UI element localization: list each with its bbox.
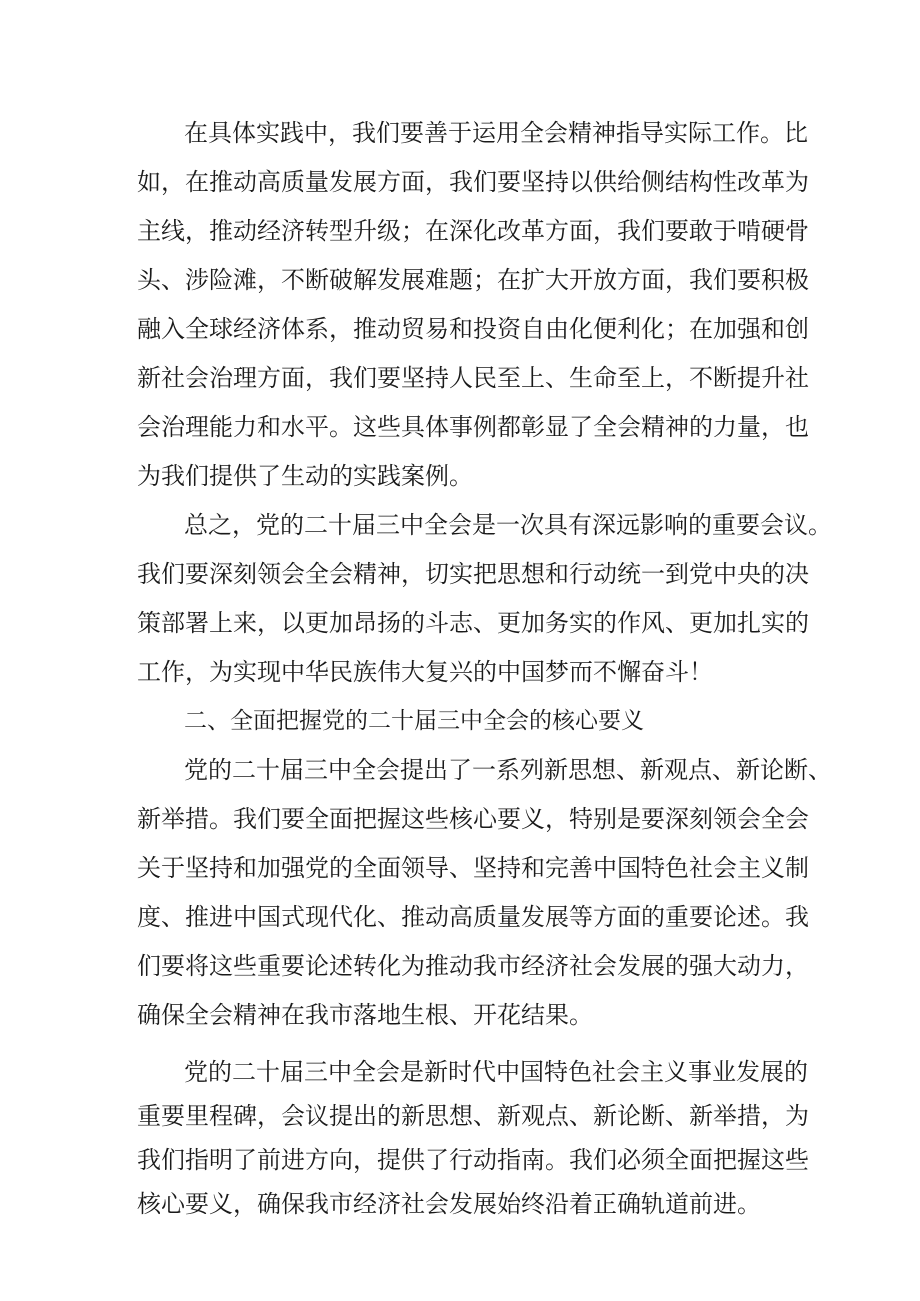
section-heading-text: 二、全面把握党的二十届三中全会的核心要义 <box>184 708 644 734</box>
text-line: 确保全会精神在我市落地生根、开花结果。 <box>137 1001 593 1029</box>
text-line: 为我们提供了生动的实践案例。 <box>137 462 473 490</box>
text-line: 重要里程碑，会议提出的新思想、新观点、新论断、新举措，为 <box>137 1102 809 1130</box>
text-line: 会治理能力和水平。这些具体事例都彰显了全会精神的力量，也 <box>137 413 809 441</box>
text-line: 融入全球经济体系，推动贸易和投资自由化便利化；在加强和创 <box>137 315 809 343</box>
text-line: 主线，推动经济转型升级；在深化改革方面，我们要敢于啃硬骨 <box>137 217 809 245</box>
text-line: 党的二十届三中全会是新时代中国特色社会主义事业发展的 <box>184 1058 808 1086</box>
text-line: 在具体实践中，我们要善于运用全会精神指导实际工作。比 <box>184 119 808 147</box>
text-line: 新举措。我们要全面把握这些核心要义，特别是要深刻领会全会 <box>137 805 809 833</box>
text-line: 核心要义，确保我市经济社会发展始终沿着正确轨道前进。 <box>137 1190 761 1218</box>
text-line: 关于坚持和加强党的全面领导、坚持和完善中国特色社会主义制 <box>137 854 809 882</box>
text-line: 策部署上来，以更加昂扬的斗志、更加务实的作风、更加扎实的 <box>137 609 809 637</box>
text-line: 如，在推动高质量发展方面，我们要坚持以供给侧结构性改革为 <box>137 168 809 196</box>
text-line: 新社会治理方面，我们要坚持人民至上、生命至上，不断提升社 <box>137 364 809 392</box>
text-line: 总之，党的二十届三中全会是一次具有深远影响的重要会议。 <box>184 511 832 539</box>
text-line: 党的二十届三中全会提出了一系列新思想、新观点、新论断、 <box>184 756 832 784</box>
text-line: 们要将这些重要论述转化为推动我市经济社会发展的强大动力， <box>137 952 809 980</box>
text-line: 度、推进中国式现代化、推动高质量发展等方面的重要论述。我 <box>137 903 809 931</box>
text-line: 工作，为实现中华民族伟大复兴的中国梦而不懈奋斗！ <box>137 658 713 686</box>
text-line: 头、涉险滩，不断破解发展难题；在扩大开放方面，我们要积极 <box>137 266 809 294</box>
text-line: 我们要深刻领会全会精神，切实把思想和行动统一到党中央的决 <box>137 560 809 588</box>
text-line: 我们指明了前进方向，提供了行动指南。我们必须全面把握这些 <box>137 1146 809 1174</box>
